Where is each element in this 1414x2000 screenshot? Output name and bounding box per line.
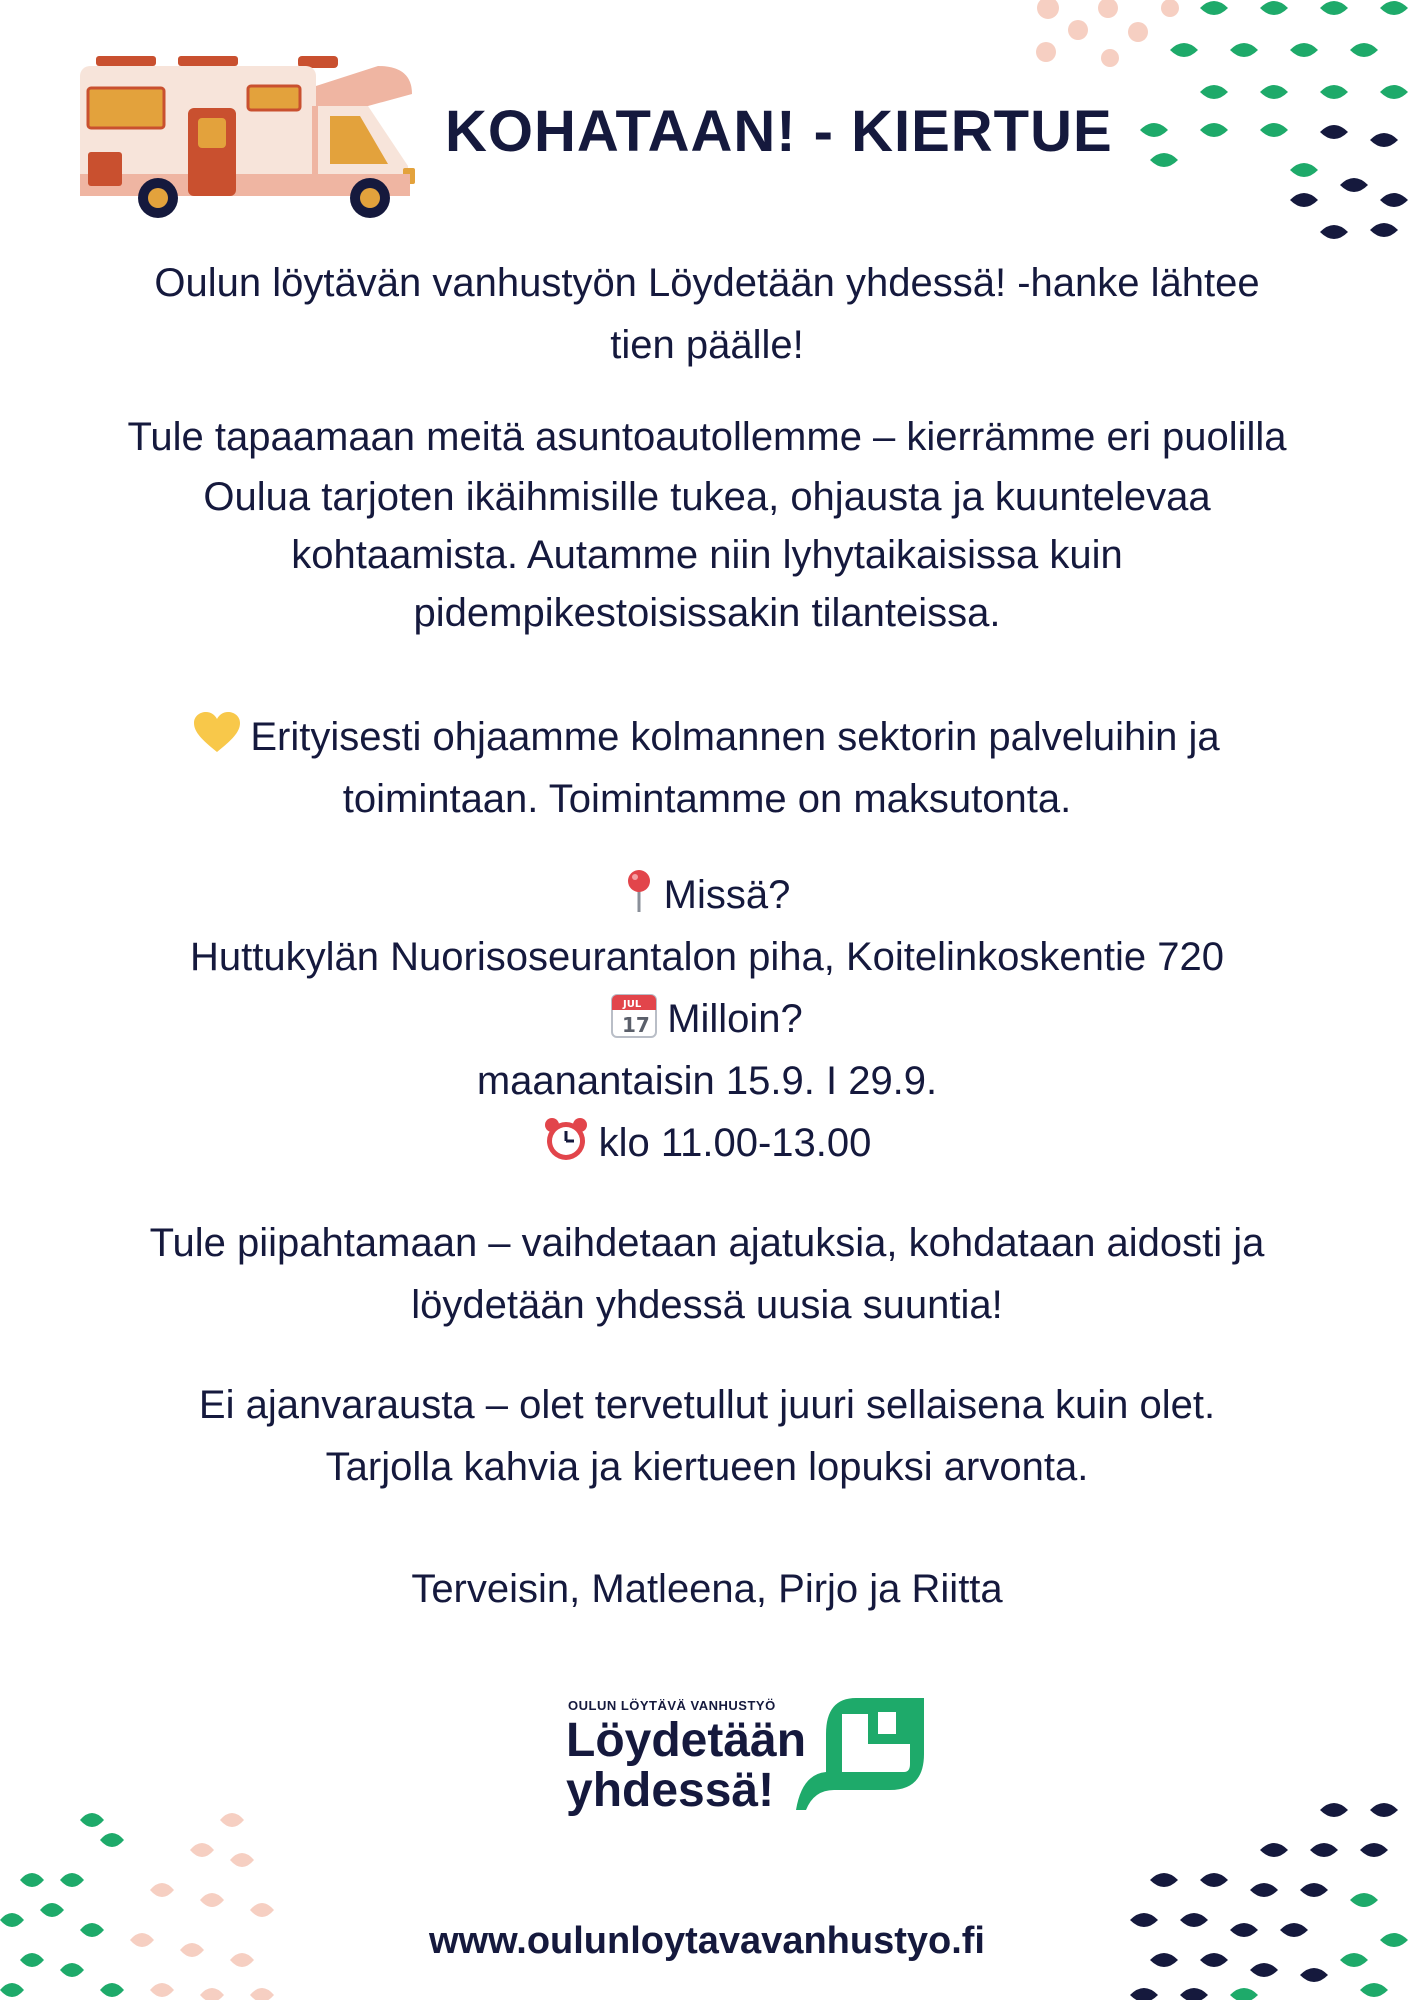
camper-van-icon xyxy=(78,56,418,224)
logo-line: Löydetään xyxy=(566,1714,807,1767)
main-content xyxy=(60,252,1354,1620)
calendar-icon xyxy=(611,992,657,1038)
where-value: Huttukylän Nuorisoseurantalon piha, Koitelinkoskentie 720 xyxy=(190,935,1224,979)
body-line: pidempikestoisissakin tilanteissa. xyxy=(413,591,1001,635)
intro-line: tien päälle! xyxy=(610,323,804,367)
website-link[interactable]: www.oulunloytavavanhustyo.fi xyxy=(429,1920,985,1962)
calendar-day: 17 xyxy=(622,1013,651,1038)
closing-line: Tule piipahtamaan – vaihdetaan ajatuksia, kohdataan aidosti ja xyxy=(149,1221,1265,1265)
sector-line xyxy=(60,706,1354,768)
closing-line: löydetään yhdessä uusia suuntia! xyxy=(411,1283,1003,1327)
body-line: Oulua tarjoten ikäihmisille tukea, ohjausta ja kuuntelevaa xyxy=(203,475,1211,519)
when-heading xyxy=(60,988,1354,1050)
when-label: Milloin? xyxy=(667,997,803,1041)
signature: Terveisin, Matleena, Pirjo ja Riitta xyxy=(411,1567,1003,1611)
decorative-pattern-bottom-right xyxy=(1130,1800,1414,2000)
where-heading xyxy=(60,864,1354,926)
decorative-pattern-bottom-left xyxy=(0,1800,300,2000)
sector-line: toimintaan. Toimintamme on maksutonta. xyxy=(342,777,1072,821)
sector-text: Erityisesti ohjaamme kolmannen sektorin palveluihin ja xyxy=(250,715,1220,759)
logo-text xyxy=(566,1716,806,1816)
alarm-clock-icon xyxy=(543,1116,589,1162)
when-value: maanantaisin 15.9. I 29.9. xyxy=(476,1059,938,1103)
page-title: KOHATAAN! - KIERTUE xyxy=(445,99,1113,164)
time-value: klo 11.00-13.00 xyxy=(598,1121,872,1165)
body-line: Tule tapaamaan meitä asuntoautollemme – kierrämme eri puolilla xyxy=(127,415,1287,459)
time-line xyxy=(60,1112,1354,1174)
calendar-month: JUL xyxy=(623,999,642,1011)
logo-line: yhdessä! xyxy=(566,1764,775,1817)
closing-line: Tarjolla kahvia ja kiertueen lopuksi arvonta. xyxy=(325,1445,1089,1489)
organization-logo xyxy=(566,1694,936,1834)
intro-line: Oulun löytävän vanhustyön Löydetään yhdessä! -hanke lähtee xyxy=(154,261,1260,305)
body-line: kohtaamista. Autamme niin lyhytaikaisissa kuin xyxy=(291,533,1123,577)
closing-line: Ei ajanvarausta – olet tervetullut juuri sellaisena kuin olet. xyxy=(198,1383,1216,1427)
where-label: Missä? xyxy=(663,873,791,917)
yellow-heart-icon xyxy=(194,712,240,754)
round-pushpin-icon xyxy=(624,868,654,914)
logo-small-text: OULUN LÖYTÄVÄ VANHUSTYÖ xyxy=(568,1698,776,1713)
leaf-logo-icon xyxy=(796,1694,928,1814)
